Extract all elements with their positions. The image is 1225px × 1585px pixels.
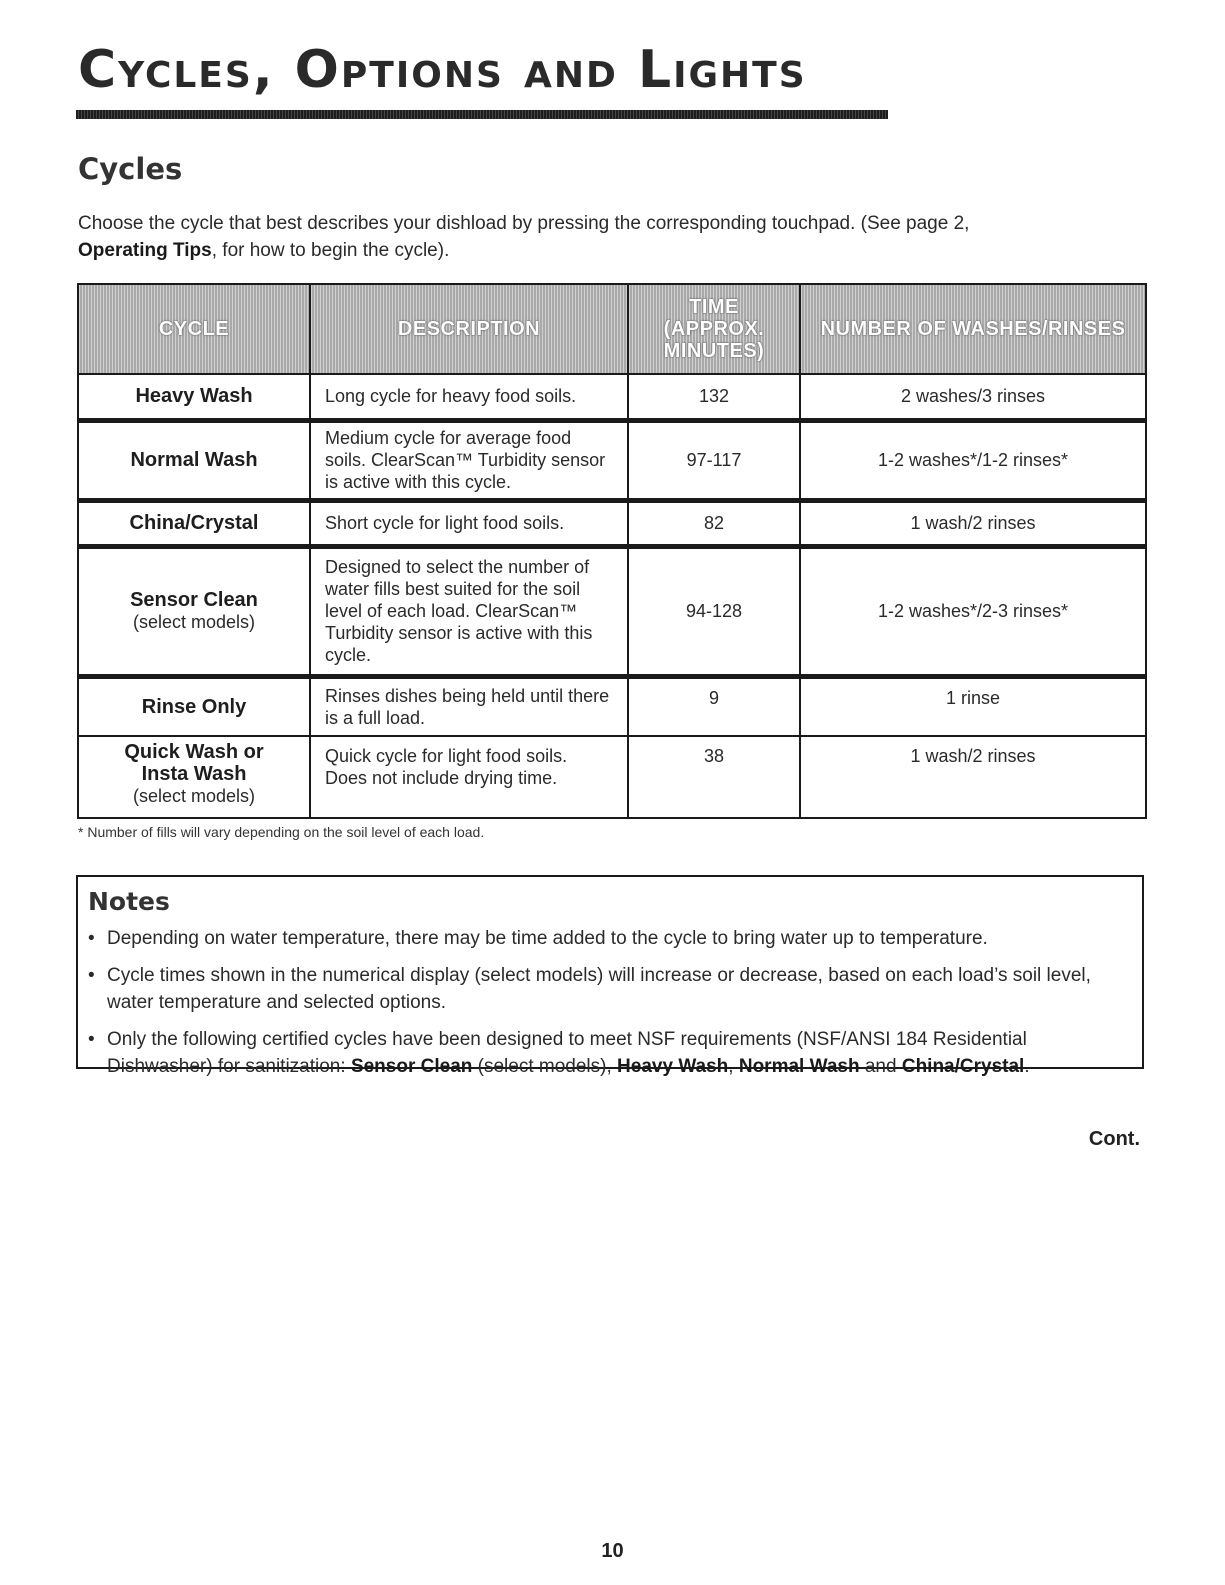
bullet: •: [88, 1029, 95, 1050]
cycle-name: Normal Wash: [130, 449, 258, 471]
notes-list: [86, 925, 1126, 1090]
cycles-table: [77, 283, 1147, 819]
description-cell: Medium cycle for average food soils. ClearScan™ Turbidity sensor is active with this cycle.: [310, 420, 628, 500]
header-washes: NUMBER OF WASHES/RINSES: [800, 284, 1146, 374]
table-header-row: [78, 284, 1146, 374]
cycle-sub: (select models): [132, 786, 256, 806]
table-row: [78, 500, 1146, 546]
note-text: and: [864, 1056, 897, 1077]
table-row: [78, 736, 1146, 818]
intro-text-1: Choose the cycle that best describes your dishload by pressing the corresponding touchpad. (See page 2,: [78, 213, 970, 234]
header-cycle: CYCLE: [78, 284, 310, 374]
description-cell: Short cycle for light food soils.: [310, 500, 628, 546]
note-item: [86, 962, 1126, 1016]
notes-box: [76, 875, 1144, 1077]
note-bold: Normal Wash: [738, 1056, 860, 1077]
page-number: 10: [601, 1540, 624, 1562]
washes-cell: 1-2 washes*/2-3 rinses*: [800, 546, 1146, 676]
time-cell: 82: [628, 500, 800, 546]
washes-cell: 1 rinse: [800, 676, 1146, 736]
cycle-name: China/Crystal: [129, 512, 259, 534]
description-cell: Quick cycle for light food soils. Does not include drying time.: [310, 736, 628, 818]
note-text: Depending on water temperature, there may be time added to the cycle to bring water up to temperature.: [107, 928, 988, 949]
description-cell: Designed to select the number of water fills best suited for the soil level of each load. ClearScan™ Turbidity sensor is active with this cycle.: [310, 546, 628, 676]
continued-label: Cont.: [1088, 1128, 1140, 1150]
intro-paragraph: [78, 210, 1138, 264]
note-text: Cycle times shown in the numerical display (select models) will increase or decrease, based on each load’s soil level, water temperature and selected options.: [107, 965, 1091, 1013]
note-bold: Heavy Wash: [617, 1056, 729, 1077]
note-text: Only the following certified cycles have been designed to meet NSF requirements (NSF/ANSI 184 Residential Dishwasher) for sanitization:: [107, 1029, 1027, 1077]
washes-cell: 1 wash/2 rinses: [800, 500, 1146, 546]
intro-text-2: , for how to begin the cycle).: [211, 240, 450, 261]
notes-title: Notes: [88, 887, 170, 916]
cycle-sub: (select models): [132, 612, 256, 632]
cycle-cell: [78, 736, 310, 818]
table-row: [78, 546, 1146, 676]
note-bold: Sensor Clean: [350, 1056, 473, 1077]
header-description: DESCRIPTION: [310, 284, 628, 374]
description-cell: Long cycle for heavy food soils.: [310, 374, 628, 420]
cycle-name: Sensor Clean: [130, 589, 258, 611]
washes-cell: 2 washes/3 rinses: [800, 374, 1146, 420]
washes-cell: 1-2 washes*/1-2 rinses*: [800, 420, 1146, 500]
note-text: .: [1024, 1056, 1030, 1077]
header-time: TIME (APPROX. MINUTES): [628, 284, 800, 374]
bullet: •: [88, 965, 95, 986]
footnote: * Number of fills will vary depending on the soil level of each load.: [78, 824, 485, 840]
table-row: [78, 374, 1146, 420]
time-cell: 9: [628, 676, 800, 736]
intro-bold: Operating Tips: [78, 240, 212, 261]
cycle-cell: [78, 546, 310, 676]
time-cell: 38: [628, 736, 800, 818]
cycle-name: Heavy Wash: [135, 385, 253, 408]
note-bold: China/Crystal: [901, 1056, 1025, 1077]
cycle-cell: [78, 676, 310, 736]
time-cell: 97-117: [628, 420, 800, 500]
washes-cell: 1 wash/2 rinses: [800, 736, 1146, 818]
page-title: Cycles, Options and Lights: [78, 40, 807, 100]
cycle-name: Rinse Only: [141, 695, 247, 718]
cycle-cell: [78, 374, 310, 420]
time-cell: 132: [628, 374, 800, 420]
note-text: ,: [728, 1056, 734, 1077]
description-cell: Rinses dishes being held until there is a full load.: [310, 676, 628, 736]
cycle-name: Quick Wash or Insta Wash: [124, 741, 264, 785]
time-cell: 94-128: [628, 546, 800, 676]
note-item: [86, 1026, 1126, 1080]
bullet: •: [88, 928, 95, 949]
note-item: [86, 925, 1126, 952]
section-heading: Cycles: [78, 152, 183, 186]
cycle-cell: [78, 500, 310, 546]
title-rule: [76, 110, 888, 119]
table-row: [78, 676, 1146, 736]
table-row: [78, 420, 1146, 500]
note-text: (select models),: [477, 1056, 612, 1077]
cycle-cell: [78, 420, 310, 500]
